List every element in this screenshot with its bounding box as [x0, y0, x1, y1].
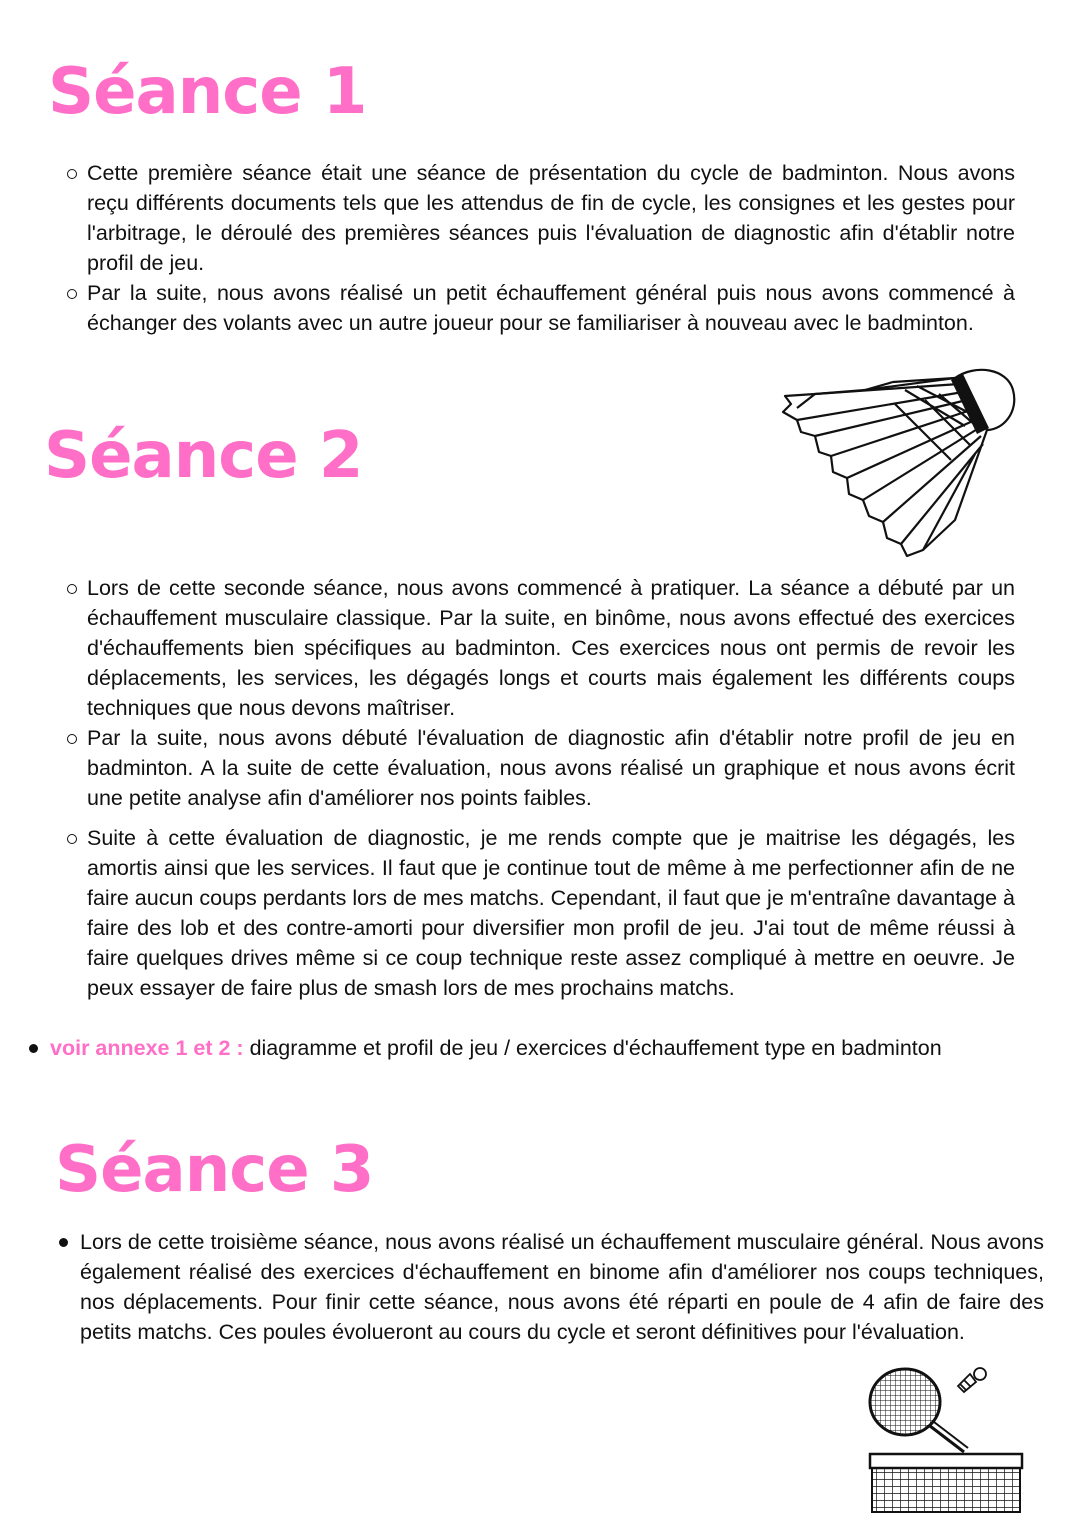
list-item: Suite à cette évaluation de diagnostic, je me rends compte que je maitrise les dégagés, les amortis ainsi que les services. Il faut que je continue tout de même à me perfectionner afin de ne faire aucun coups perdants lors de mes matchs. Cependant, il faut que je m'entraîne davantage à faire des lob et des contre-amorti pour diversifier mon profil de jeu. J'ai tout de même réussi à faire quelques drives même si ce coup technique reste assez compliqué à mettre en oeuvre. Je peux essayer de faire plus de smash lors de mes prochains matchs. — [87, 823, 1015, 1003]
list-item: Par la suite, nous avons débuté l'évaluation de diagnostic afin d'établir notre profil de jeu en badminton. A la suite de cette évaluation, nous avons réalisé un graphique et nous avons écrit une petite analyse afin d'améliorer nos points faibles. — [87, 723, 1015, 813]
shuttlecock-icon — [775, 360, 1025, 565]
annex-label: voir annexe 1 et 2 : — [50, 1036, 244, 1060]
annex-note — [50, 1033, 1050, 1063]
list-item: Cette première séance était une séance de présentation du cycle de badminton. Nous avons reçu différents documents tels que les attendus de fin de cycle, les consignes et les gestes pour l'arbitrage, le déroulé des premières séances puis l'évaluation de diagnostic afin d'établir notre profil de jeu. — [87, 158, 1015, 278]
annex-text: diagramme et profil de jeu / exercices d'échauffement type en badminton — [243, 1036, 942, 1060]
seance-3-list — [80, 1227, 1044, 1347]
seance-1-list — [87, 158, 1015, 338]
seance-3-title: Séance 3 — [55, 1133, 374, 1207]
list-item — [50, 1033, 1050, 1063]
racket-net-icon — [860, 1360, 1030, 1515]
seance-1-title: Séance 1 — [48, 55, 367, 129]
list-item: Lors de cette seconde séance, nous avons commencé à pratiquer. La séance a débuté par un échauffement musculaire classique. Par la suite, en binôme, nous avons effectué des exercices d'échauffements bien spécifiques au badminton. Ces exercices nous ont permis de revoir les déplacements, les services, les dégagés longs et courts mais également les différents coups techniques que nous devons maîtriser. — [87, 573, 1015, 723]
seance-2-list — [87, 573, 1015, 1003]
list-item: Lors de cette troisième séance, nous avons réalisé un échauffement musculaire général. Nous avons également réalisé des exercices d'échauffement en binome afin d'améliorer nos coups techniques, nos déplacements. Pour finir cette séance, nous avons été réparti en poule de 4 afin de faire des petits matchs. Ces poules évolueront au cours du cycle et seront définitives pour l'évaluation. — [80, 1227, 1044, 1347]
list-item: Par la suite, nous avons réalisé un petit échauffement général puis nous avons commencé à échanger des volants avec un autre joueur pour se familiariser à nouveau avec le badminton. — [87, 278, 1015, 338]
seance-2-title: Séance 2 — [44, 419, 363, 493]
